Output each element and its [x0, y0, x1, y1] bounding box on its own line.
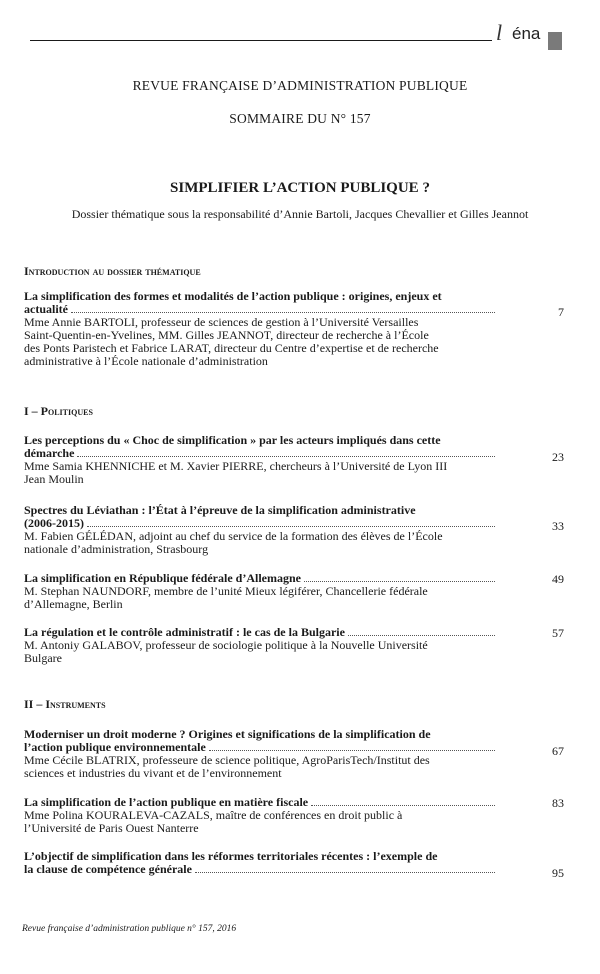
entry-author: M. Stephan NAUNDORF, membre de l’unité Mieux légiférer, Chancellerie fédérale	[24, 584, 428, 598]
entry-title: La régulation et le contrôle administratif : le cas de la Bulgarie	[24, 625, 345, 639]
page-number: 83	[552, 796, 564, 810]
page-number: 23	[552, 450, 564, 464]
issue-heading: SOMMAIRE DU N° 157	[229, 111, 371, 126]
entry-author: des Ponts Paristech et Fabrice LARAT, directeur du Centre d’expertise et de recherche	[24, 341, 439, 355]
entry-author: nationale d’administration, Strasbourg	[24, 542, 209, 556]
dot-leader	[304, 581, 495, 582]
page-number: 49	[552, 572, 564, 586]
entry-author: Mme Polina KOURALEVA-CAZALS, maître de conférences en droit public à	[24, 808, 403, 822]
entry-title: La simplification des formes et modalités de l’action publique : origines, enjeux et	[24, 289, 442, 303]
toc-entry[interactable]	[24, 728, 498, 780]
entry-title: L’objectif de simplification dans les réformes territoriales récentes : l’exemple de	[24, 849, 438, 863]
dot-leader	[195, 872, 495, 873]
page-number: 95	[552, 866, 564, 880]
entry-author: Bulgare	[24, 651, 62, 665]
ena-logo-text: éna	[512, 24, 541, 43]
entry-title: Spectres du Léviathan : l’État à l’épreuve de la simplification administrative	[24, 503, 416, 517]
entry-title: Moderniser un droit moderne ? Origines et significations de la simplification de	[24, 727, 431, 741]
section-heading-politiques: I – Politiques	[24, 404, 93, 418]
toc-entry[interactable]	[24, 290, 498, 368]
header-rule	[30, 40, 492, 41]
entry-title: la clause de compétence générale	[24, 862, 192, 876]
entry-title: La simplification en République fédérale d’Allemagne	[24, 571, 301, 585]
dot-leader	[71, 312, 495, 313]
entry-author: administrative à l’École nationale d’administration	[24, 354, 268, 368]
entry-title: actualité	[24, 302, 68, 316]
entry-title: démarche	[24, 446, 75, 460]
entry-author: Jean Moulin	[24, 472, 84, 486]
toc-entry[interactable]	[24, 572, 498, 611]
toc-entry[interactable]	[24, 434, 498, 486]
dot-leader	[87, 526, 495, 527]
entry-title: Les perceptions du « Choc de simplification » par les acteurs impliqués dans cette	[24, 433, 441, 447]
toc-entry[interactable]	[24, 796, 498, 835]
page-number: 67	[552, 744, 564, 758]
dossier-subtitle: Dossier thématique sous la responsabilité d’Annie Bartoli, Jacques Chevallier et Gilles Jeannot	[71, 207, 529, 221]
dossier-title: SIMPLIFIER L’ACTION PUBLIQUE ?	[170, 180, 430, 196]
entry-author: d’Allemagne, Berlin	[24, 597, 123, 611]
entry-author: Mme Samia KHENNICHE et M. Xavier PIERRE, chercheurs à l’Université de Lyon III	[24, 459, 448, 473]
page-number: 57	[552, 626, 564, 640]
page-footer: Revue française d’administration publique n° 157, 2016	[22, 924, 237, 934]
dot-leader	[209, 750, 495, 751]
entry-title: La simplification de l’action publique en matière fiscale	[24, 795, 309, 809]
dot-leader	[77, 456, 495, 457]
toc-entry[interactable]	[24, 504, 498, 556]
entry-author: Mme Cécile BLATRIX, professeure de science politique, AgroParisTech/Institut des	[24, 753, 430, 767]
entry-author: sciences et industries du vivant et de l’environnement	[24, 766, 282, 780]
page-number: 7	[558, 305, 564, 319]
journal-title: REVUE FRANÇAISE D’ADMINISTRATION PUBLIQUE	[132, 78, 468, 93]
entry-title: l’action publique environnementale	[24, 740, 206, 754]
section-heading-introduction: Introduction au dossier thématique	[24, 264, 201, 278]
entry-author: M. Fabien GÉLÉDAN, adjoint au chef du service de la formation des élèves de l’École	[24, 529, 443, 543]
corner-tab	[548, 32, 562, 50]
entry-author: Saint-Quentin-en-Yvelines, MM. Gilles JEANNOT, directeur de recherche à l’École	[24, 328, 429, 342]
entry-author: Mme Annie BARTOLI, professeur de sciences de gestion à l’Université Versailles	[24, 315, 419, 329]
ena-logo-mark: l	[496, 20, 503, 45]
entry-author: M. Antoniy GALABOV, professeur de sociologie politique à la Nouvelle Université	[24, 638, 428, 652]
toc-entry[interactable]	[24, 850, 498, 876]
entry-author: l’Université de Paris Ouest Nanterre	[24, 821, 199, 835]
dot-leader	[348, 635, 495, 636]
page-number: 33	[552, 519, 564, 533]
dot-leader	[311, 805, 495, 806]
entry-title: (2006-2015)	[24, 516, 84, 530]
toc-entry[interactable]	[24, 626, 498, 665]
section-heading-instruments: II – Instruments	[24, 697, 106, 711]
